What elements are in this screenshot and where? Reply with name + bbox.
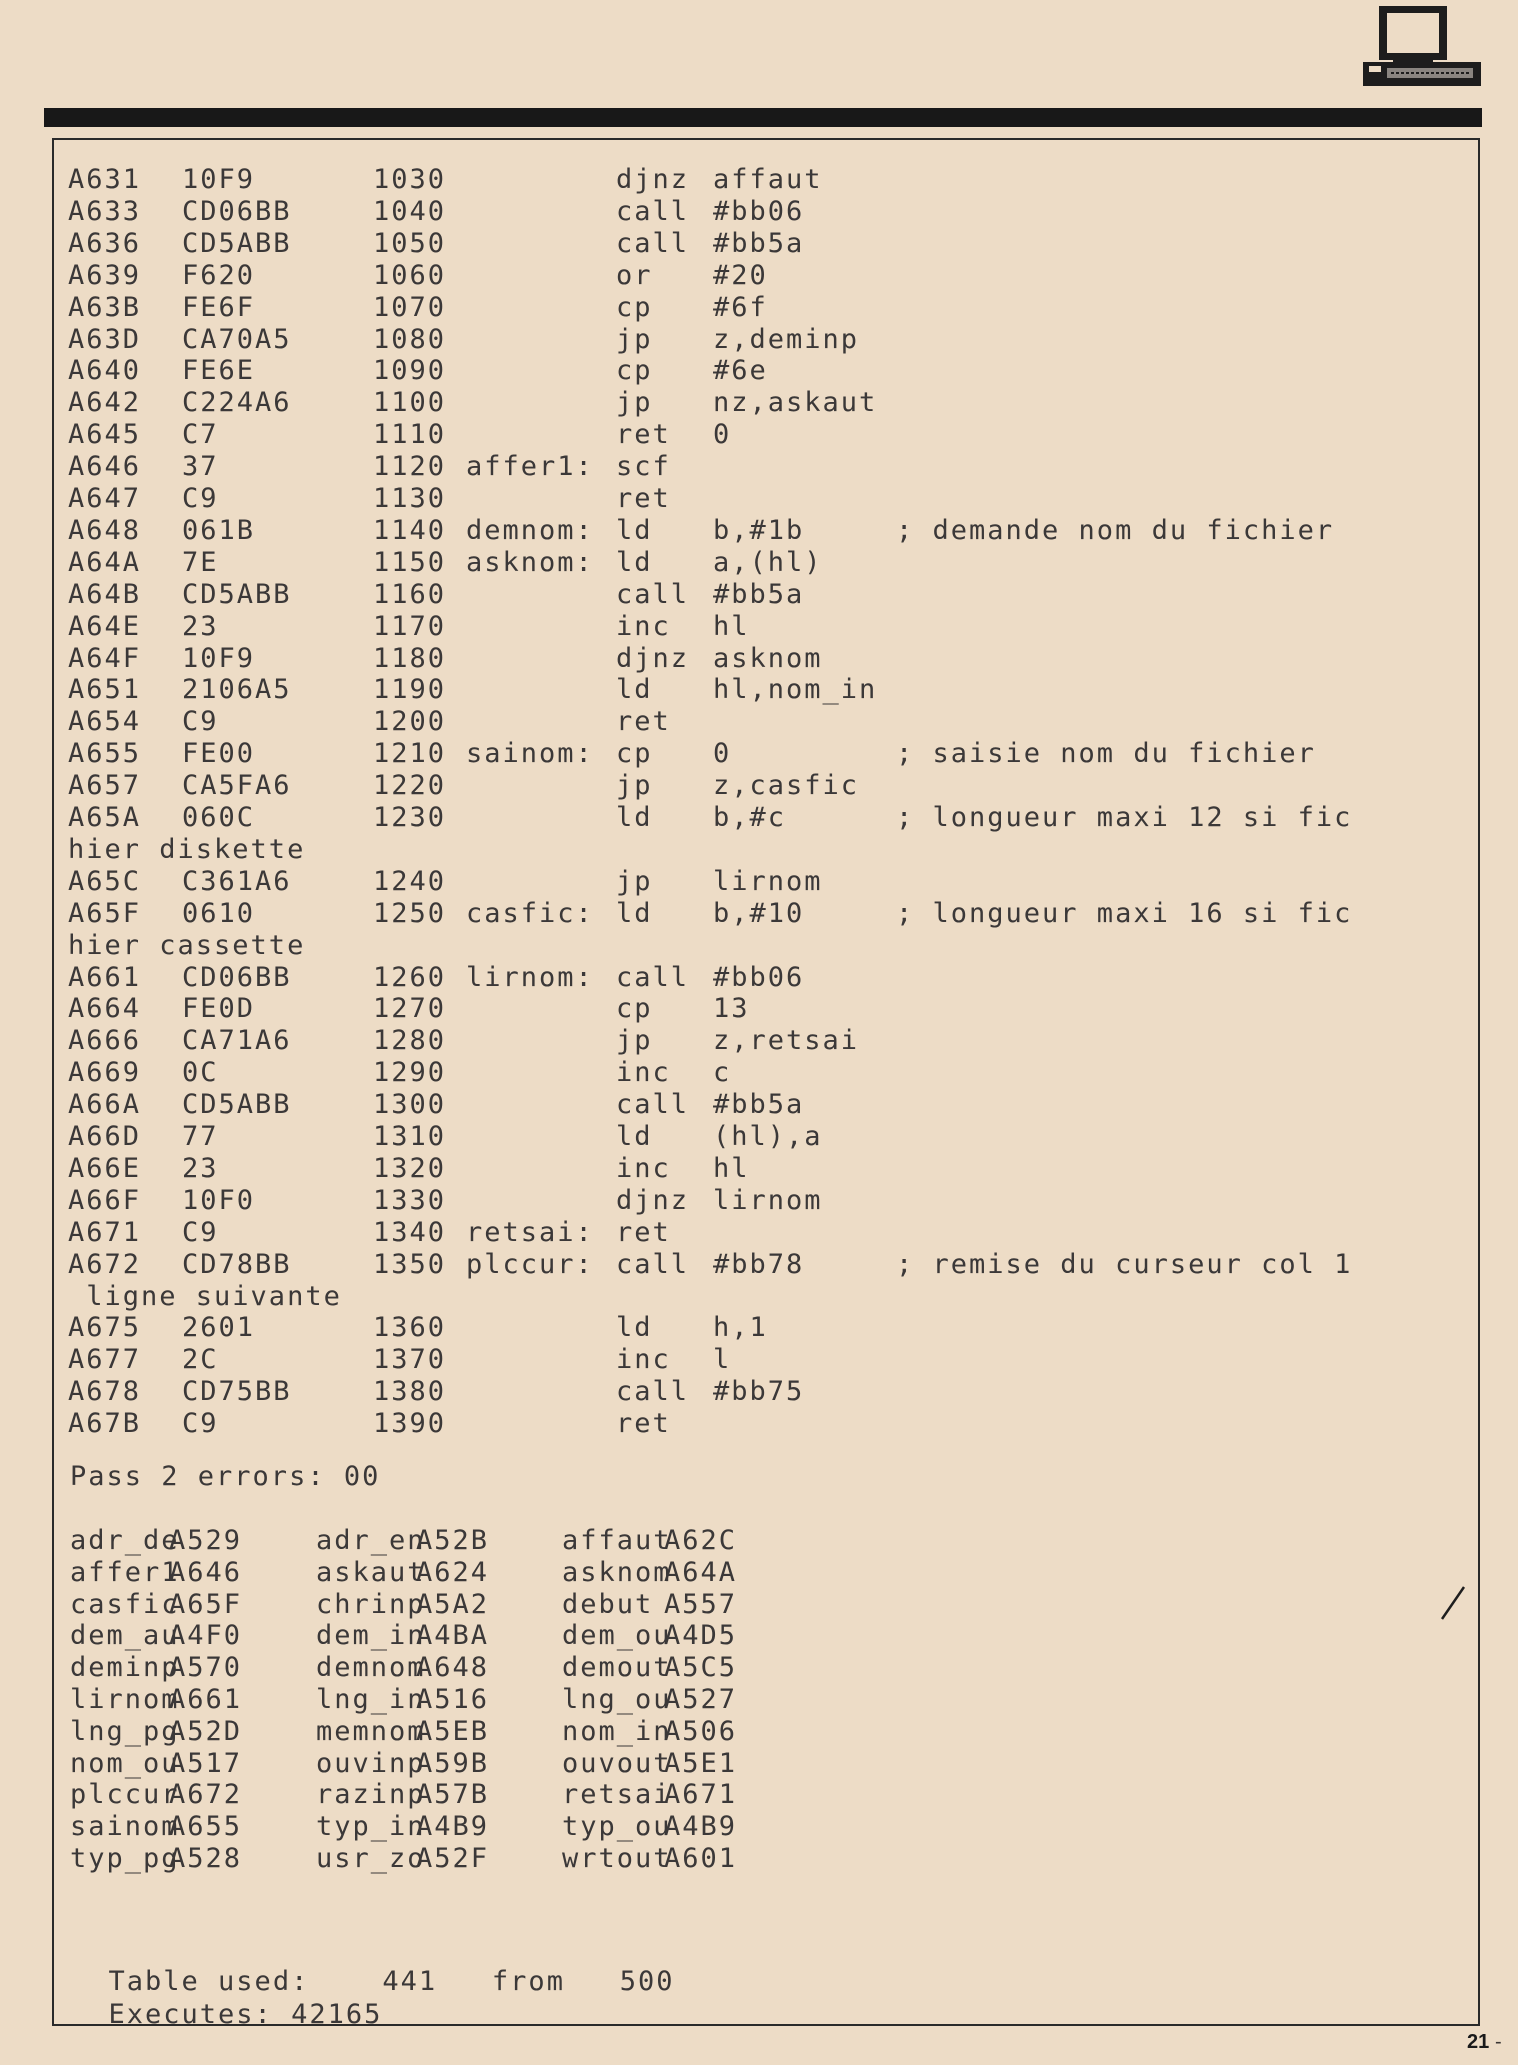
listing-operand: nz,askaut (713, 387, 878, 419)
listing-line-number: 1070 (373, 291, 447, 323)
symbol-name: dem_in (316, 1620, 426, 1652)
listing-operand: a,(hl) (713, 546, 823, 578)
symbol-address: A672 (169, 1779, 243, 1811)
symbol-address: A52B (416, 1525, 490, 1556)
listing-operand: z,retsai (713, 1025, 860, 1057)
listing-address: A65C (68, 865, 142, 897)
listing-line-number: 1380 (373, 1376, 447, 1408)
symbol-name: wrtout (562, 1843, 672, 1874)
listing-address: A675 (68, 1312, 142, 1344)
listing-mnemonic: cp (616, 738, 653, 770)
listing-label: casfic: (466, 897, 594, 929)
listing-mnemonic: ld (616, 897, 653, 929)
symbol-address: A661 (169, 1684, 243, 1715)
listing-opcode-bytes: 23 (182, 610, 219, 642)
listing-line-number: 1250 (373, 897, 447, 929)
listing-mnemonic: inc (616, 1344, 671, 1376)
listing-operand: #bb5a (713, 578, 805, 610)
listing-mnemonic: ret (616, 706, 671, 738)
listing-line-number: 1320 (373, 1152, 447, 1184)
listing-opcode-bytes: 23 (182, 1152, 219, 1184)
symbol-address: A59B (416, 1747, 490, 1779)
listing-opcode-bytes: CD5ABB (182, 578, 292, 610)
listing-line-number: 1210 (373, 738, 447, 770)
table-used-value: 441 (382, 1966, 438, 1997)
listing-address: A677 (68, 1344, 142, 1376)
listing-mnemonic: call (616, 961, 690, 993)
symbol-name: sainom (70, 1811, 180, 1843)
listing-opcode-bytes: CA5FA6 (182, 770, 292, 802)
symbol-name: razinp (316, 1779, 426, 1811)
symbol-name: usr_zo (316, 1843, 426, 1874)
listing-opcode-bytes: 0C (182, 1057, 219, 1089)
listing-mnemonic: jp (616, 387, 653, 419)
symbol-name: affer1 (70, 1556, 180, 1588)
listing-label: lirnom: (466, 961, 594, 993)
listing-line-number: 1160 (373, 578, 447, 610)
symbol-address: A601 (664, 1843, 738, 1874)
symbol-address: A4D5 (664, 1620, 738, 1652)
executes-line (72, 1968, 382, 2030)
listing-line-number: 1220 (373, 770, 447, 802)
listing-opcode-bytes: CA70A5 (182, 323, 292, 355)
symbol-name: asknom (562, 1556, 672, 1588)
symbol-address: A62C (664, 1525, 738, 1556)
listing-mnemonic: ld (616, 1312, 653, 1344)
symbol-name: dem_ou (562, 1620, 672, 1652)
listing-line-number: 1180 (373, 642, 447, 674)
symbol-name: typ_pg (70, 1843, 180, 1874)
listing-opcode-bytes: 37 (182, 451, 219, 483)
listing-address: A642 (68, 387, 142, 419)
listing-operand: l (713, 1344, 732, 1376)
symbol-address: A517 (169, 1747, 243, 1779)
symbol-name: lng_ou (562, 1684, 672, 1715)
page-number: 21 (1467, 2031, 1490, 2053)
listing-address: A639 (68, 259, 142, 291)
symbol-address: A527 (664, 1684, 738, 1715)
symbol-address: A557 (664, 1588, 738, 1620)
listing-opcode-bytes: CD06BB (182, 961, 292, 993)
listing-address: A63B (68, 291, 142, 323)
listing-mnemonic: cp (616, 291, 653, 323)
listing-line-number: 1360 (373, 1312, 447, 1344)
listing-line-number: 1330 (373, 1184, 447, 1216)
listing-operand: #bb5a (713, 1089, 805, 1121)
listing-mnemonic: djnz (616, 642, 690, 674)
symbol-address: A4F0 (169, 1620, 243, 1652)
listing-mnemonic: ld (616, 514, 653, 546)
symbol-address: A5EB (416, 1715, 490, 1747)
listing-mnemonic: jp (616, 1025, 653, 1057)
listing-address: A65A (68, 802, 142, 833)
listing-address: A64F (68, 642, 142, 674)
listing-mnemonic: ld (616, 674, 653, 706)
listing-line-number: 1050 (373, 227, 447, 259)
listing-address: A66A (68, 1089, 142, 1121)
symbol-name: casfic (70, 1588, 180, 1620)
listing-comment: ; remise du curseur col 1 (896, 1248, 1353, 1280)
symbol-address: A65F (169, 1588, 243, 1620)
listing-operand: #bb78 (713, 1248, 805, 1280)
listing-operand: 0 (713, 738, 732, 770)
symbol-name: deminp (70, 1652, 180, 1684)
symbol-name: plccur (70, 1779, 180, 1811)
computer-icon (1357, 4, 1485, 90)
listing-line-number: 1100 (373, 387, 447, 419)
listing-operand: b,#1b (713, 514, 805, 546)
listing-line-number: 1080 (373, 323, 447, 355)
listing-mnemonic: cp (616, 993, 653, 1025)
symbol-address: A646 (169, 1556, 243, 1588)
listing-opcode-bytes: C224A6 (182, 387, 292, 419)
symbol-name: debut (562, 1588, 654, 1620)
listing-comment: ; saisie nom du fichier (896, 738, 1316, 770)
symbol-address: A655 (169, 1811, 243, 1843)
listing-mnemonic: jp (616, 770, 653, 802)
listing-operand: 0 (713, 419, 732, 451)
listing-mnemonic: djnz (616, 164, 690, 195)
listing-operand: hl (713, 610, 750, 642)
symbol-name: demnom (316, 1652, 426, 1684)
listing-opcode-bytes: C361A6 (182, 865, 292, 897)
listing-address: A64B (68, 578, 142, 610)
table-used-label: Table used: (108, 1966, 310, 1997)
listing-operand: #6e (713, 355, 768, 387)
listing-wrap-line: hier cassette (68, 929, 306, 961)
listing-operand: lirnom (713, 1184, 823, 1216)
listing-operand: #bb5a (713, 227, 805, 259)
listing-address: A672 (68, 1248, 142, 1280)
listing-line-number: 1390 (373, 1408, 447, 1440)
symbol-address: A4B9 (416, 1811, 490, 1843)
listing-address: A645 (68, 419, 142, 451)
listing-operand: affaut (713, 164, 823, 195)
symbol-name: lng_in (316, 1684, 426, 1715)
listing-mnemonic: call (616, 195, 690, 227)
symbol-name: adr_en (316, 1525, 426, 1556)
symbol-name: memnom (316, 1715, 426, 1747)
listing-opcode-bytes: C9 (182, 1216, 219, 1248)
listing-opcode-bytes: C9 (182, 1408, 219, 1440)
listing-address: A66D (68, 1121, 142, 1152)
listing-operand: (hl),a (713, 1121, 823, 1152)
listing-address: A648 (68, 514, 142, 546)
listing-line-number: 1350 (373, 1248, 447, 1280)
symbol-address: A4BA (416, 1620, 490, 1652)
listing-opcode-bytes: C7 (182, 419, 219, 451)
listing-address: A66F (68, 1184, 142, 1216)
listing-line-number: 1230 (373, 802, 447, 833)
listing-address: A671 (68, 1216, 142, 1248)
listing-operand: 13 (713, 993, 750, 1025)
listing-opcode-bytes: CD5ABB (182, 1089, 292, 1121)
listing-line-number: 1280 (373, 1025, 447, 1057)
listing-wrap-line: hier diskette (68, 833, 306, 865)
symbol-address: A4B9 (664, 1811, 738, 1843)
listing-opcode-bytes: FE0D (182, 993, 256, 1025)
listing-label: sainom: (466, 738, 594, 770)
symbol-address: A52F (416, 1843, 490, 1874)
listing-line-number: 1030 (373, 164, 447, 195)
symbol-address: A570 (169, 1652, 243, 1684)
symbol-address: A528 (169, 1843, 243, 1874)
listing-line-number: 1170 (373, 610, 447, 642)
listing-line-number: 1060 (373, 259, 447, 291)
listing-opcode-bytes: F620 (182, 259, 256, 291)
listing-address: A631 (68, 164, 142, 195)
listing-mnemonic: inc (616, 610, 671, 642)
listing-operand: lirnom (713, 865, 823, 897)
listing-opcode-bytes: FE6F (182, 291, 256, 323)
listing-opcode-bytes: 10F9 (182, 164, 256, 195)
listing-opcode-bytes: CD06BB (182, 195, 292, 227)
listing-mnemonic: ret (616, 1216, 671, 1248)
listing-address: A636 (68, 227, 142, 259)
listing-mnemonic: ld (616, 802, 653, 833)
listing-mnemonic: ret (616, 483, 671, 514)
listing-opcode-bytes: FE6E (182, 355, 256, 387)
symbol-address: A506 (664, 1715, 738, 1747)
table-total-value: 500 (619, 1966, 675, 1997)
listing-label: plccur: (466, 1248, 594, 1280)
listing-operand: hl (713, 1152, 750, 1184)
listing-opcode-bytes: 10F0 (182, 1184, 256, 1216)
listing-mnemonic: call (616, 1248, 690, 1280)
listing-mnemonic: inc (616, 1152, 671, 1184)
symbol-address: A529 (169, 1525, 243, 1556)
listing-line-number: 1040 (373, 195, 447, 227)
listing-comment: ; demande nom du fichier (896, 514, 1335, 546)
listing-mnemonic: call (616, 227, 690, 259)
listing-address: A654 (68, 706, 142, 738)
listing-opcode-bytes: FE00 (182, 738, 256, 770)
listing-opcode-bytes: CD75BB (182, 1376, 292, 1408)
listing-opcode-bytes: CD78BB (182, 1248, 292, 1280)
listing-line-number: 1300 (373, 1089, 447, 1121)
symbol-name: adr_de (70, 1525, 180, 1556)
listing-line-number: 1260 (373, 961, 447, 993)
listing-address: A64A (68, 546, 142, 578)
listing-address: A65F (68, 897, 142, 929)
listing-line-number: 1370 (373, 1344, 447, 1376)
listing-address: A646 (68, 451, 142, 483)
symbol-name: typ_ou (562, 1811, 672, 1843)
symbol-name: retsai (562, 1779, 672, 1811)
listing-mnemonic: ld (616, 1121, 653, 1152)
listing-address: A651 (68, 674, 142, 706)
listing-mnemonic: scf (616, 451, 671, 483)
listing-address: A669 (68, 1057, 142, 1089)
listing-operand: #bb75 (713, 1376, 805, 1408)
listing-opcode-bytes: 2106A5 (182, 674, 292, 706)
symbol-name: demout (562, 1652, 672, 1684)
symbol-address: A57B (416, 1779, 490, 1811)
page-dash: - (1495, 2031, 1502, 2053)
symbol-name: ouvinp (316, 1747, 426, 1779)
listing-address: A678 (68, 1376, 142, 1408)
listing-address: A64E (68, 610, 142, 642)
symbol-address: A52D (169, 1715, 243, 1747)
listing-operand: z,deminp (713, 323, 860, 355)
listing-mnemonic: ld (616, 546, 653, 578)
symbol-name: askaut (316, 1556, 426, 1588)
listing-opcode-bytes: 10F9 (182, 642, 256, 674)
listing-opcode-bytes: 7E (182, 546, 219, 578)
listing-opcode-bytes: CA71A6 (182, 1025, 292, 1057)
symbol-name: chrinp (316, 1588, 426, 1620)
listing-operand: h,1 (713, 1312, 768, 1344)
pen-mark (1438, 1585, 1468, 1621)
symbol-address: A648 (416, 1652, 490, 1684)
pass2-errors: Pass 2 errors: 00 (70, 1461, 381, 1492)
listing-opcode-bytes: 2C (182, 1344, 219, 1376)
listing-address: A640 (68, 355, 142, 387)
listing-address: A661 (68, 961, 142, 993)
listing-address: A664 (68, 993, 142, 1025)
listing-address: A66E (68, 1152, 142, 1184)
listing-opcode-bytes: 061B (182, 514, 256, 546)
listing-line-number: 1130 (373, 483, 447, 514)
listing-line-number: 1140 (373, 514, 447, 546)
listing-line-number: 1120 (373, 451, 447, 483)
listing-operand: #bb06 (713, 961, 805, 993)
listing-mnemonic: djnz (616, 1184, 690, 1216)
listing-line-number: 1190 (373, 674, 447, 706)
listing-operand: b,#c (713, 802, 787, 833)
listing-label: affer1: (466, 451, 594, 483)
listing-label: retsai: (466, 1216, 594, 1248)
listing-line-number: 1090 (373, 355, 447, 387)
listing-operand: c (713, 1057, 732, 1089)
listing-address: A655 (68, 738, 142, 770)
listing-label: demnom: (466, 514, 594, 546)
listing-opcode-bytes: CD5ABB (182, 227, 292, 259)
listing-frame (52, 138, 1480, 2026)
symbol-name: lng_pg (70, 1715, 180, 1747)
symbol-name: nom_ou (70, 1747, 180, 1779)
listing-line-number: 1290 (373, 1057, 447, 1089)
listing-operand: hl,nom_in (713, 674, 878, 706)
header-rule (44, 108, 1482, 127)
listing-comment: ; longueur maxi 16 si fic (896, 897, 1353, 929)
symbol-address: A671 (664, 1779, 738, 1811)
listing-operand: #bb06 (713, 195, 805, 227)
listing-mnemonic: cp (616, 355, 653, 387)
listing-line-number: 1340 (373, 1216, 447, 1248)
listing-opcode-bytes: 77 (182, 1121, 219, 1152)
listing-opcode-bytes: C9 (182, 483, 219, 514)
listing-mnemonic: jp (616, 323, 653, 355)
symbol-name: lirnom (70, 1684, 180, 1715)
symbol-address: A5E1 (664, 1747, 738, 1779)
listing-operand: asknom (713, 642, 823, 674)
listing-line-number: 1240 (373, 865, 447, 897)
listing-mnemonic: call (616, 1089, 690, 1121)
listing-operand: z,casfic (713, 770, 860, 802)
listing-comment: ; longueur maxi 12 si fic (896, 802, 1353, 833)
listing-mnemonic: call (616, 578, 690, 610)
listing-line-number: 1200 (373, 706, 447, 738)
symbol-name: typ_in (316, 1811, 426, 1843)
listing-mnemonic: call (616, 1376, 690, 1408)
listing-opcode-bytes: C9 (182, 706, 219, 738)
listing-label: asknom: (466, 546, 594, 578)
listing-address: A657 (68, 770, 142, 802)
listing-line-number: 1110 (373, 419, 447, 451)
listing-address: A666 (68, 1025, 142, 1057)
symbol-name: nom_in (562, 1715, 672, 1747)
symbol-address: A516 (416, 1684, 490, 1715)
listing-opcode-bytes: 0610 (182, 897, 256, 929)
listing-address: A633 (68, 195, 142, 227)
executes-value: 42165 (291, 1999, 383, 2030)
listing-operand: #20 (713, 259, 768, 291)
symbol-address: A5C5 (664, 1652, 738, 1684)
listing-opcode-bytes: 2601 (182, 1312, 256, 1344)
listing-wrap-line: ligne suivante (68, 1280, 342, 1312)
symbol-name: affaut (562, 1525, 672, 1556)
listing-line-number: 1270 (373, 993, 447, 1025)
listing-opcode-bytes: 060C (182, 802, 256, 833)
symbol-address: A624 (416, 1556, 490, 1588)
table-from-label: from (491, 1966, 565, 1997)
listing-mnemonic: ret (616, 419, 671, 451)
listing-mnemonic: jp (616, 865, 653, 897)
listing-line-number: 1150 (373, 546, 447, 578)
symbol-address: A5A2 (416, 1588, 490, 1620)
listing-address: A63D (68, 323, 142, 355)
listing-mnemonic: inc (616, 1057, 671, 1089)
listing-operand: b,#10 (713, 897, 805, 929)
listing-mnemonic: ret (616, 1408, 671, 1440)
listing-line-number: 1310 (373, 1121, 447, 1152)
symbol-address: A64A (664, 1556, 738, 1588)
symbol-name: dem_au (70, 1620, 180, 1652)
executes-label: Executes: (108, 1999, 273, 2030)
listing-address: A647 (68, 483, 142, 514)
listing-operand: #6f (713, 291, 768, 323)
listing-mnemonic: or (616, 259, 653, 291)
symbol-name: ouvout (562, 1747, 672, 1779)
listing-address: A67B (68, 1408, 142, 1440)
